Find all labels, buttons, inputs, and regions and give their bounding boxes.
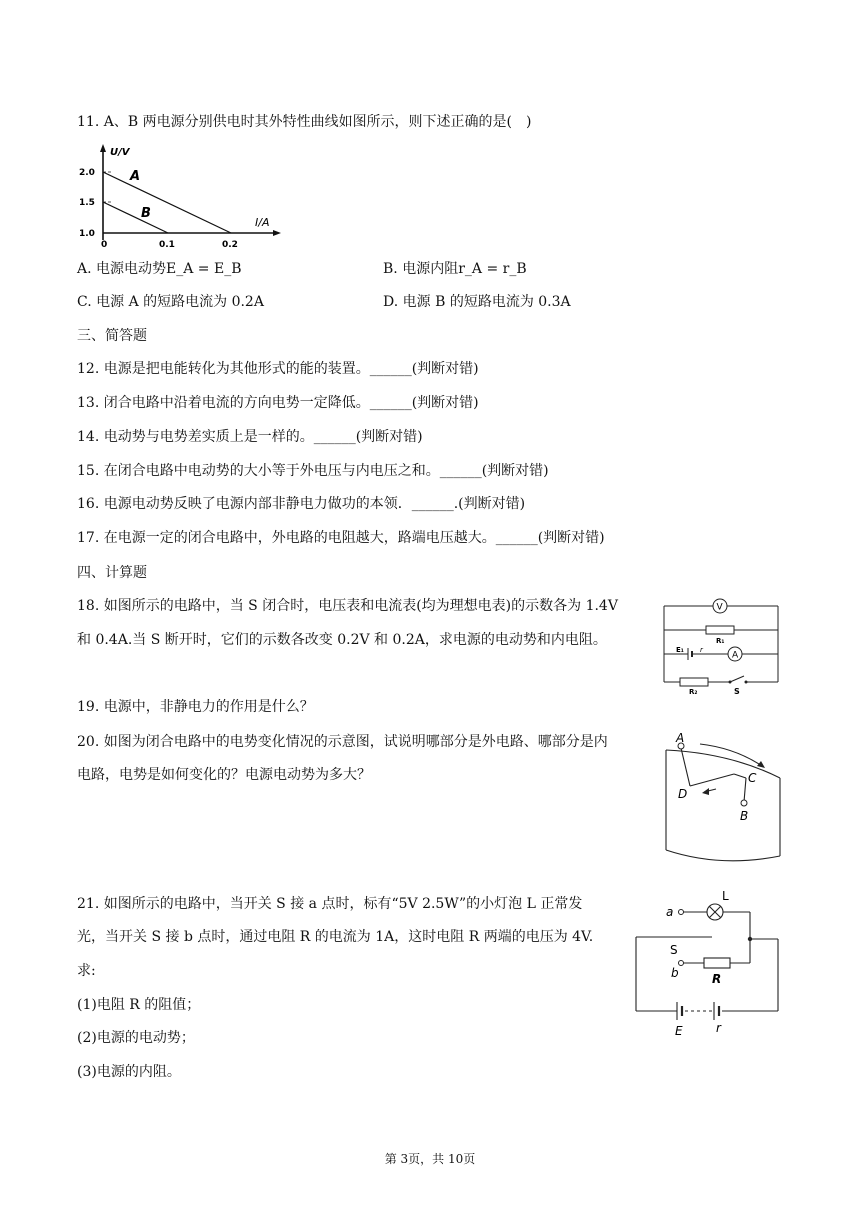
q18-line2: 和 0.4A.当 S 断开时，它们的示数各改变 0.2V 和 0.2A，求电源的电动势和内电阻。 xyxy=(77,632,607,648)
q11-stem: 11. A、B 两电源分别供电时其外特性曲线如图所示，则下述正确的是( ) xyxy=(77,114,532,130)
e1-label: E₁ xyxy=(676,646,684,654)
terminal-a-label: a xyxy=(666,905,674,919)
r1-label: R₁ xyxy=(716,637,725,645)
q21-line3: 求: xyxy=(77,963,96,979)
graph-line-a-label: A xyxy=(130,169,141,184)
q17: 17. 在电源一定的闭合电路中，外电路的电阻越大，路端电压越大。______(判断对错) xyxy=(77,530,605,546)
q16: 16. 电源电动势反映了电源内部非静电力做功的本领．______.(判断对错) xyxy=(77,496,526,512)
voltmeter-label: V xyxy=(716,602,723,613)
resistor-label: R xyxy=(712,972,722,986)
q20-line1: 20. 如图为闭合电路中的电势变化情况的示意图，试说明哪部分是外电路、哪部分是内 xyxy=(77,734,608,750)
page-footer: 第 3页，共 10页 xyxy=(384,1152,476,1166)
point-a-label: A xyxy=(676,731,685,745)
ammeter-label: A xyxy=(732,650,739,661)
q21-line2: 光，当开关 S 接 b 点时，通过电阻 R 的电流为 1A，这时电阻 R 两端的电压为 4V. xyxy=(77,929,594,945)
q11-option-b: B. 电源内阻r_A = r_B xyxy=(383,261,527,277)
switch-label: S xyxy=(734,687,740,696)
q11-option-a: A. 电源电动势E_A = E_B xyxy=(77,261,242,277)
r-label: r xyxy=(700,646,703,654)
q18-line1: 18. 如图所示的电路中，当 S 闭合时，电压表和电流表(均为理想电表)的示数各为 1.4V xyxy=(77,598,618,614)
graph-xtick: 0 xyxy=(101,240,108,250)
graph-ylabel: U/V xyxy=(110,147,130,158)
q12: 12. 电源是把电能转化为其他形式的能的装置。______(判断对错) xyxy=(77,361,479,377)
q21-sub1: (1)电阻 R 的阻值； xyxy=(77,997,201,1013)
point-c-label: C xyxy=(748,771,757,785)
graph-xtick: 0.2 xyxy=(222,240,238,250)
graph-xtick: 0.1 xyxy=(159,240,175,250)
q11-option-d: D. 电源 B 的短路电流为 0.3A xyxy=(383,294,571,310)
graph-ytick: 2.0 xyxy=(79,168,95,178)
graph-ytick: 1.5 xyxy=(79,198,95,208)
terminal-b-label: b xyxy=(671,966,679,980)
point-d-label: D xyxy=(678,787,688,801)
q21-line1: 21. 如图所示的电路中，当开关 S 接 a 点时，标有“5V 2.5W”的小灯泡 L 正常发 xyxy=(77,896,583,912)
q21-sub2: (2)电源的电动势； xyxy=(77,1030,195,1046)
r2-label: R₂ xyxy=(689,688,698,696)
q21-sub3: (3)电源的内阻。 xyxy=(77,1064,181,1080)
q14: 14. 电动势与电势差实质上是一样的。______(判断对错) xyxy=(77,429,423,445)
lamp-label: L xyxy=(722,889,729,903)
q21-circuit-diagram xyxy=(630,888,785,1038)
q15: 15. 在闭合电路中电动势的大小等于外电压与内电压之和。______(判断对错) xyxy=(77,463,549,479)
internal-r-label: r xyxy=(716,1021,721,1035)
q13: 13. 闭合电路中沿着电流的方向电势一定降低。______(判断对错) xyxy=(77,395,479,411)
graph-xlabel: I/A xyxy=(255,216,270,229)
q11-option-c: C. 电源 A 的短路电流为 0.2A xyxy=(77,294,264,310)
point-b-label: B xyxy=(740,809,749,823)
emf-label: E xyxy=(675,1024,683,1038)
q20-potential-diagram xyxy=(660,728,785,864)
section-heading-3: 三、简答题 xyxy=(77,328,147,344)
switch-label: S xyxy=(670,943,678,957)
graph-ytick: 1.0 xyxy=(79,229,95,239)
graph-line-b-label: B xyxy=(141,206,151,221)
q20-line2: 电路，电势是如何变化的？电源电动势为多大？ xyxy=(77,767,371,783)
q19: 19. 电源中，非静电力的作用是什么？ xyxy=(77,699,314,715)
q18-circuit-diagram xyxy=(660,598,782,696)
q11-ui-graph xyxy=(75,142,285,250)
section-heading-4: 四、计算题 xyxy=(77,565,147,581)
